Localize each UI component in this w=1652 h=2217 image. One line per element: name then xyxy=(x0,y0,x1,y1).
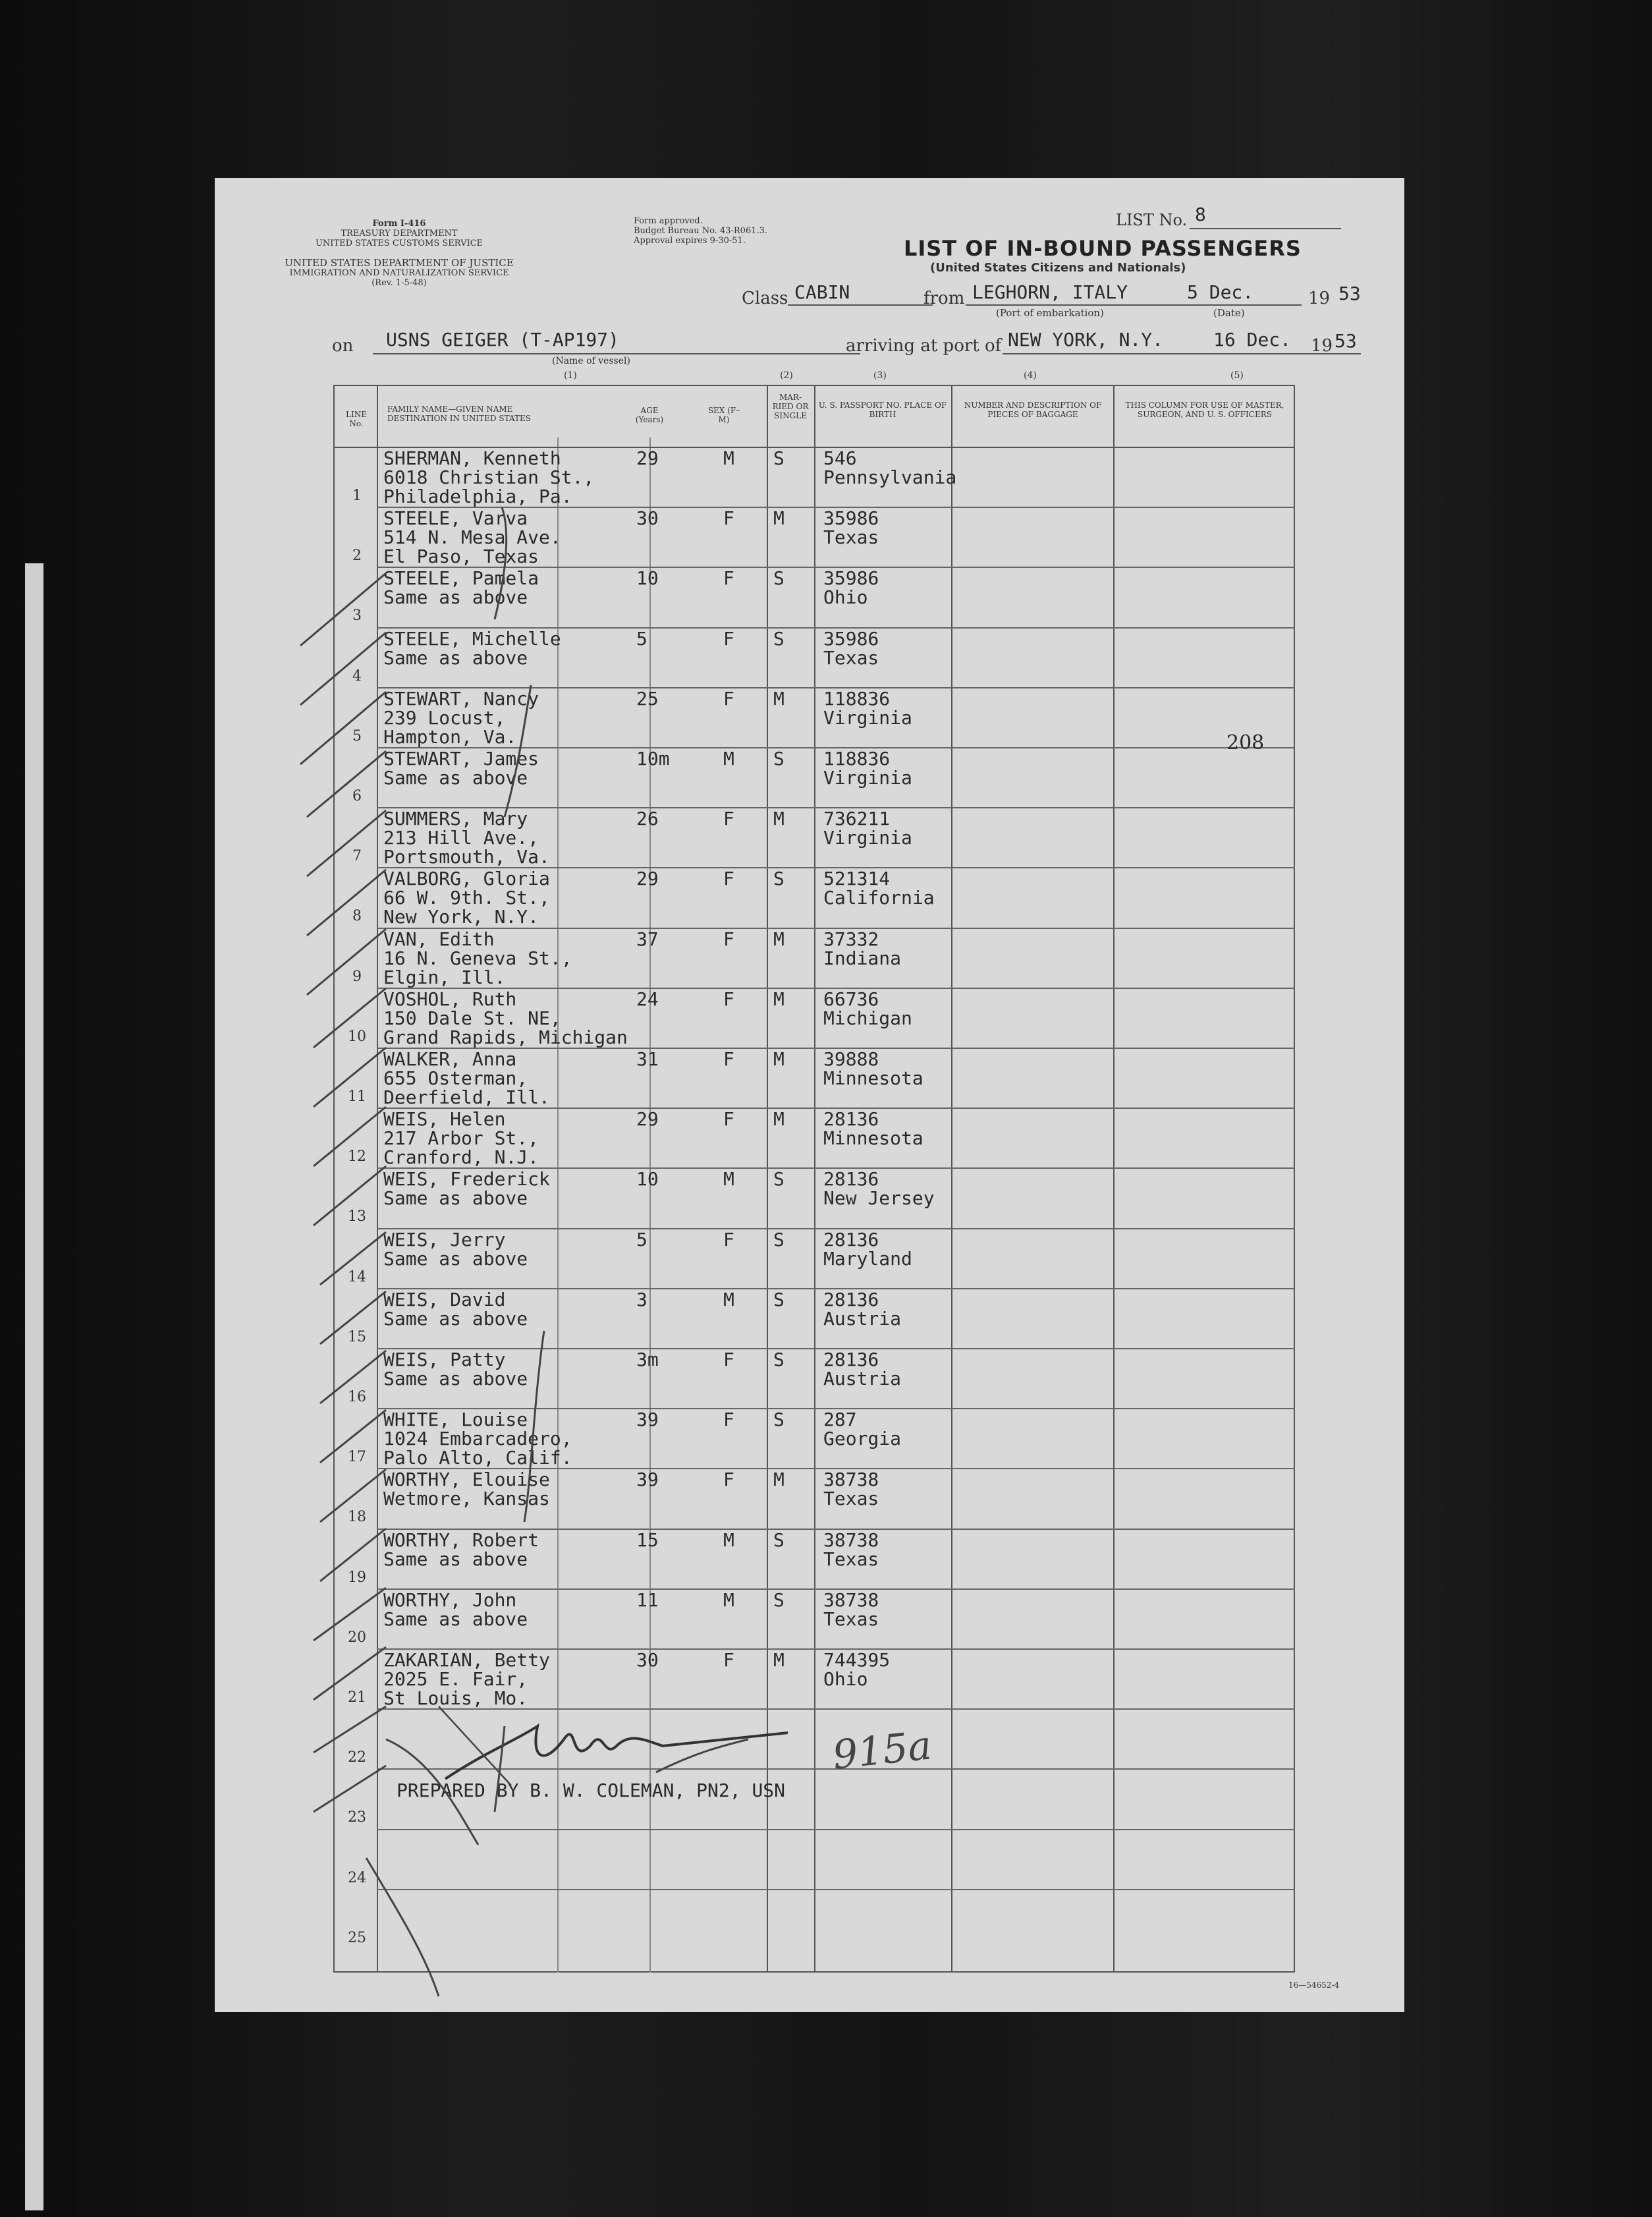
passenger-name: VOSHOL, Ruth xyxy=(383,988,517,1010)
line-number: 14 xyxy=(348,1268,366,1285)
marital-status: S xyxy=(773,447,785,469)
age: 29 xyxy=(636,447,659,469)
place-of-birth: Michigan xyxy=(823,1007,912,1029)
passport-number: 35986 xyxy=(823,627,879,650)
address-line-2: Cranford, N.J. xyxy=(383,1146,539,1169)
passport-number: 38738 xyxy=(823,1529,879,1551)
arrival-year-prefix: 19 xyxy=(1311,336,1333,356)
customs-service: UNITED STATES CUSTOMS SERVICE xyxy=(315,239,483,248)
from-underline xyxy=(966,304,1176,306)
class-value: CABIN xyxy=(794,281,850,303)
line-number: 2 xyxy=(352,547,362,565)
passport-number: 28136 xyxy=(823,1168,879,1191)
passenger-name: WALKER, Anna xyxy=(383,1048,517,1070)
address-line-1: Same as above xyxy=(383,767,528,789)
address-line-2: Palo Alto, Calif. xyxy=(383,1447,572,1469)
column-number-2: (2) xyxy=(780,370,793,381)
line-number: 22 xyxy=(348,1749,366,1766)
passport-number: 38738 xyxy=(823,1588,879,1611)
header-baggage: NUMBER AND DESCRIPTION OF PIECES OF BAGGAGE xyxy=(964,401,1102,419)
age: 29 xyxy=(636,868,659,890)
marital-status: M xyxy=(773,1048,785,1070)
passport-number: 287 xyxy=(823,1409,857,1431)
passenger-name: SUMMERS, Mary xyxy=(383,808,528,830)
vessel-caption: (Name of vessel) xyxy=(552,356,630,366)
address-line-1: Same as above xyxy=(383,646,528,669)
passenger-name: VALBORG, Gloria xyxy=(383,868,550,890)
vessel-underline xyxy=(373,353,860,354)
column-number-4: (4) xyxy=(1024,370,1037,381)
header-passport: U. S. PASSPORT NO. PLACE OF BIRTH xyxy=(818,401,947,419)
passenger-name: WHITE, Louise xyxy=(383,1409,528,1431)
sex: F xyxy=(723,868,734,890)
list-no-underline xyxy=(1190,228,1341,229)
age: 10m xyxy=(636,748,670,770)
place-of-birth: Ohio xyxy=(823,1668,868,1690)
age: 37 xyxy=(636,928,659,950)
footer-code: 16—54652-4 xyxy=(1288,1980,1340,1990)
age: 5 xyxy=(636,1228,647,1250)
address-line-1: Same as above xyxy=(383,1307,528,1330)
marital-status: M xyxy=(773,1469,785,1491)
list-no-value: 8 xyxy=(1195,204,1206,225)
sex: F xyxy=(723,1108,734,1131)
line-number: 7 xyxy=(352,848,362,865)
sex: M xyxy=(723,748,734,770)
age: 39 xyxy=(636,1409,659,1431)
address-line-2: Philadelphia, Pa. xyxy=(383,486,572,507)
column-number-5: (5) xyxy=(1230,370,1244,381)
age: 25 xyxy=(636,687,659,710)
marital-status: S xyxy=(773,868,785,890)
sex: F xyxy=(723,1228,734,1250)
age: 3m xyxy=(636,1349,659,1370)
marital-status: S xyxy=(773,567,785,590)
column-number-3: (3) xyxy=(873,370,887,381)
arrival-year-underline xyxy=(1308,353,1361,354)
age: 26 xyxy=(636,808,659,830)
marital-status: M xyxy=(773,507,785,530)
arriving-label: arriving at port of xyxy=(846,336,1002,356)
address-line-1: Same as above xyxy=(383,1187,528,1210)
from-label: from xyxy=(923,289,965,308)
header-officers: THIS COLUMN FOR USE OF MASTER, SURGEON, AND U. S. OFFICERS xyxy=(1125,401,1284,419)
sex: F xyxy=(723,567,734,590)
passenger-name: WEIS, Helen xyxy=(383,1108,506,1131)
place-of-birth: Ohio xyxy=(823,586,868,609)
list-no-label: LIST No. xyxy=(1116,211,1188,229)
sex: F xyxy=(723,627,734,650)
sex: F xyxy=(723,808,734,830)
place-of-birth: California xyxy=(823,887,935,909)
line-number: 1 xyxy=(352,488,362,504)
age: 11 xyxy=(636,1588,659,1611)
marital-status: S xyxy=(773,1409,785,1431)
approval-line2: Budget Bureau No. 43-R061.3. xyxy=(634,226,768,236)
address-line-1: Same as above xyxy=(383,1608,528,1630)
sex: F xyxy=(723,1349,734,1370)
marital-status: S xyxy=(773,1588,785,1611)
address-line-1: 514 N. Mesa Ave. xyxy=(383,526,561,549)
address-line-1: Same as above xyxy=(383,1368,528,1389)
form-number: Form I-416 xyxy=(372,219,426,229)
line-number: 11 xyxy=(348,1088,366,1105)
place-of-birth: Austria xyxy=(823,1307,902,1330)
handwritten-check-marks xyxy=(254,507,649,2023)
marital-status: S xyxy=(773,1168,785,1191)
passport-number: 546 xyxy=(823,447,857,469)
address-line-2: El Paso, Texas xyxy=(383,546,539,568)
line-number: 9 xyxy=(352,968,362,985)
line-number: 12 xyxy=(348,1148,366,1165)
line-number: 10 xyxy=(348,1028,366,1045)
line-number: 18 xyxy=(348,1509,366,1526)
sex: F xyxy=(723,988,734,1010)
line-number: 17 xyxy=(348,1449,366,1466)
marital-status: S xyxy=(773,1288,785,1310)
address-line-2: Elgin, Ill. xyxy=(383,966,506,988)
place-of-birth: Maryland xyxy=(823,1247,912,1270)
sex: M xyxy=(723,1168,734,1191)
vessel-value: USNS GEIGER (T-AP197) xyxy=(386,329,620,351)
header-line-no: LINE No. xyxy=(346,410,367,428)
address-line-1: 655 Osterman, xyxy=(383,1067,528,1089)
passport-number: 35986 xyxy=(823,507,879,530)
arrival-underline xyxy=(1003,353,1312,354)
sex: M xyxy=(723,447,734,469)
address-line-2: St Louis, Mo. xyxy=(383,1687,528,1709)
handwritten-code: 915a xyxy=(830,1722,934,1779)
passenger-name: WEIS, David xyxy=(383,1288,506,1310)
age: 15 xyxy=(636,1529,659,1551)
class-label: Class xyxy=(742,289,788,308)
place-of-birth: Texas xyxy=(823,526,879,549)
address-line-2: Deerfield, Ill. xyxy=(383,1086,550,1108)
sex: F xyxy=(723,507,734,530)
sex: F xyxy=(723,1649,734,1671)
header-name: FAMILY NAME—GIVEN NAME DESTINATION IN UNITED STATES xyxy=(387,405,531,423)
marital-status: S xyxy=(773,627,785,650)
address-line-1: 239 Locust, xyxy=(383,706,506,729)
address-line-1: 1024 Embarcadero, xyxy=(383,1428,572,1450)
address-line-1: 217 Arbor St., xyxy=(383,1127,539,1150)
header-age: AGE (Years) xyxy=(635,406,664,424)
prepared-by: PREPARED BY B. W. COLEMAN, PN2, USN xyxy=(397,1780,786,1801)
age: 24 xyxy=(636,988,659,1010)
marital-status: S xyxy=(773,1228,785,1250)
address-line-1: Wetmore, Kansas xyxy=(383,1488,550,1510)
place-of-birth: Pennsylvania xyxy=(823,466,957,488)
address-line-2: Portsmouth, Va. xyxy=(383,846,550,868)
approval-line3: Approval expires 9-30-51. xyxy=(634,236,746,246)
place-of-birth: Minnesota xyxy=(823,1127,923,1150)
line-number: 3 xyxy=(352,607,362,625)
passport-number: 521314 xyxy=(823,868,891,890)
passport-number: 118836 xyxy=(823,687,891,710)
passenger-name: STEWART, Nancy xyxy=(383,687,539,710)
passport-number: 736211 xyxy=(823,808,891,830)
passenger-list-form xyxy=(215,178,1404,2012)
address-line-1: 6018 Christian St., xyxy=(383,466,595,488)
address-line-1: Same as above xyxy=(383,1548,528,1570)
passenger-name: ZAKARIAN, Betty xyxy=(383,1649,550,1671)
line-number: 16 xyxy=(348,1389,366,1405)
arrival-port-value: NEW YORK, N.Y. xyxy=(1008,329,1164,351)
address-line-2: New York, N.Y. xyxy=(383,906,539,928)
line-number: 4 xyxy=(352,667,362,685)
line-number: 8 xyxy=(352,908,362,925)
treasury-dept: TREASURY DEPARTMENT xyxy=(341,229,458,239)
line-number: 25 xyxy=(348,1929,366,1946)
address-line-1: Same as above xyxy=(383,586,528,609)
age: 10 xyxy=(636,567,659,590)
marital-status: S xyxy=(773,1529,785,1551)
line-number: 13 xyxy=(348,1208,366,1225)
passenger-name: WORTHY, John xyxy=(383,1588,517,1611)
address-line-2: Grand Rapids, Michigan xyxy=(383,1026,628,1048)
passenger-name: STEWART, James xyxy=(383,748,539,770)
on-label: on xyxy=(332,336,354,356)
place-of-birth: Minnesota xyxy=(823,1067,923,1089)
place-of-birth: Texas xyxy=(823,1488,879,1510)
passport-number: 28136 xyxy=(823,1349,879,1370)
place-of-birth: Virginia xyxy=(823,827,912,849)
passenger-name: WEIS, Patty xyxy=(383,1349,506,1370)
address-line-1: 66 W. 9th. St., xyxy=(383,887,550,909)
passenger-name: VAN, Edith xyxy=(383,928,495,950)
date-underline xyxy=(1176,304,1302,306)
line-number: 15 xyxy=(348,1328,366,1345)
marital-status: M xyxy=(773,1649,785,1671)
film-edge-strip xyxy=(25,563,43,2210)
sex: F xyxy=(723,1048,734,1070)
place-of-birth: Virginia xyxy=(823,767,912,789)
place-of-birth: Georgia xyxy=(823,1428,902,1450)
header-sex: SEX (F–M) xyxy=(707,406,740,424)
address-line-2: Hampton, Va. xyxy=(383,725,517,748)
passport-number: 744395 xyxy=(823,1649,891,1671)
address-line-1: 150 Dale St. NE, xyxy=(383,1007,561,1029)
sex: F xyxy=(723,1469,734,1491)
sex: F xyxy=(723,928,734,950)
year-suffix: 53 xyxy=(1338,283,1361,304)
passport-number: 39888 xyxy=(823,1048,879,1070)
passport-number: 118836 xyxy=(823,748,891,770)
from-value: LEGHORN, ITALY xyxy=(972,281,1128,303)
passenger-name: STEELE, Pamela xyxy=(383,567,539,590)
passenger-name: STEELE, Michelle xyxy=(383,627,561,650)
class-underline xyxy=(788,304,933,306)
form-id-block xyxy=(294,219,505,248)
age: 39 xyxy=(636,1469,659,1491)
place-of-birth: Texas xyxy=(823,1608,879,1630)
age: 29 xyxy=(636,1108,659,1131)
marital-status: M xyxy=(773,687,785,710)
address-line-1: 16 N. Geneva St., xyxy=(383,947,572,969)
passenger-name: SHERMAN, Kenneth xyxy=(383,447,561,469)
form-subtitle: (United States Citizens and Nationals) xyxy=(930,261,1186,275)
marital-status: S xyxy=(773,748,785,770)
sex: M xyxy=(723,1288,734,1310)
vessel-column-number: (1) xyxy=(564,370,577,381)
place-of-birth: Indiana xyxy=(823,947,902,969)
place-of-birth: Texas xyxy=(823,1548,879,1570)
sex: M xyxy=(723,1529,734,1551)
marital-status: M xyxy=(773,988,785,1010)
line-number: 24 xyxy=(348,1869,366,1886)
age: 31 xyxy=(636,1048,659,1070)
age: 30 xyxy=(636,1649,659,1671)
address-line-1: 2025 E. Fair, xyxy=(383,1668,528,1690)
arrival-date-value: 16 Dec. xyxy=(1213,329,1292,351)
passenger-name: WORTHY, Elouise xyxy=(383,1469,550,1491)
line-number: 19 xyxy=(348,1569,366,1586)
line-number: 20 xyxy=(348,1629,366,1646)
passport-number: 66736 xyxy=(823,988,879,1010)
passport-number: 28136 xyxy=(823,1108,879,1131)
approval-line1: Form approved. xyxy=(634,216,703,226)
date-value: 5 Dec. xyxy=(1187,281,1254,303)
passport-number: 38738 xyxy=(823,1469,879,1491)
doj-line2: IMMIGRATION AND NATURALIZATION SERVICE xyxy=(289,268,509,278)
age: 30 xyxy=(636,507,659,530)
address-line-1: Same as above xyxy=(383,1247,528,1270)
officer-number: 208 xyxy=(1226,731,1265,754)
sex: F xyxy=(723,687,734,710)
header-married: MAR-RIED OR SINGLE xyxy=(772,393,809,420)
place-of-birth: Virginia xyxy=(823,706,912,729)
place-of-birth: New Jersey xyxy=(823,1187,935,1210)
marital-status: S xyxy=(773,1349,785,1370)
age: 5 xyxy=(636,627,647,650)
passenger-name: WORTHY, Robert xyxy=(383,1529,539,1551)
sex: M xyxy=(723,1588,734,1611)
line-number: 21 xyxy=(348,1689,366,1706)
address-line-1: 213 Hill Ave., xyxy=(383,827,539,849)
doj-block xyxy=(274,258,524,288)
doj-line3: (Rev. 1-5-48) xyxy=(372,278,427,288)
passport-number: 28136 xyxy=(823,1228,879,1250)
passenger-name: WEIS, Jerry xyxy=(383,1228,506,1250)
line-number: 6 xyxy=(352,788,362,804)
passport-number: 37332 xyxy=(823,928,879,950)
port-caption: (Port of embarkation) xyxy=(996,307,1104,319)
line-number: 5 xyxy=(352,727,362,744)
passenger-name: WEIS, Frederick xyxy=(383,1168,550,1191)
arrival-year-suffix: 53 xyxy=(1335,330,1357,352)
table-row xyxy=(215,447,1400,507)
year-prefix: 19 xyxy=(1308,289,1331,308)
sex: F xyxy=(723,1409,734,1431)
place-of-birth: Texas xyxy=(823,646,879,669)
approval-block xyxy=(634,216,767,246)
passenger-name: STEELE, Varva xyxy=(383,507,528,530)
marital-status: M xyxy=(773,928,785,950)
passport-number: 35986 xyxy=(823,567,879,590)
age: 3 xyxy=(636,1288,647,1310)
date-caption: (Date) xyxy=(1213,307,1245,319)
doj-line1: UNITED STATES DEPARTMENT OF JUSTICE xyxy=(285,257,514,269)
passport-number: 28136 xyxy=(823,1288,879,1310)
place-of-birth: Austria xyxy=(823,1368,902,1389)
age: 10 xyxy=(636,1168,659,1191)
marital-status: M xyxy=(773,808,785,830)
marital-status: M xyxy=(773,1108,785,1131)
line-number: 23 xyxy=(348,1809,366,1826)
form-title: LIST OF IN-BOUND PASSENGERS xyxy=(904,236,1302,261)
